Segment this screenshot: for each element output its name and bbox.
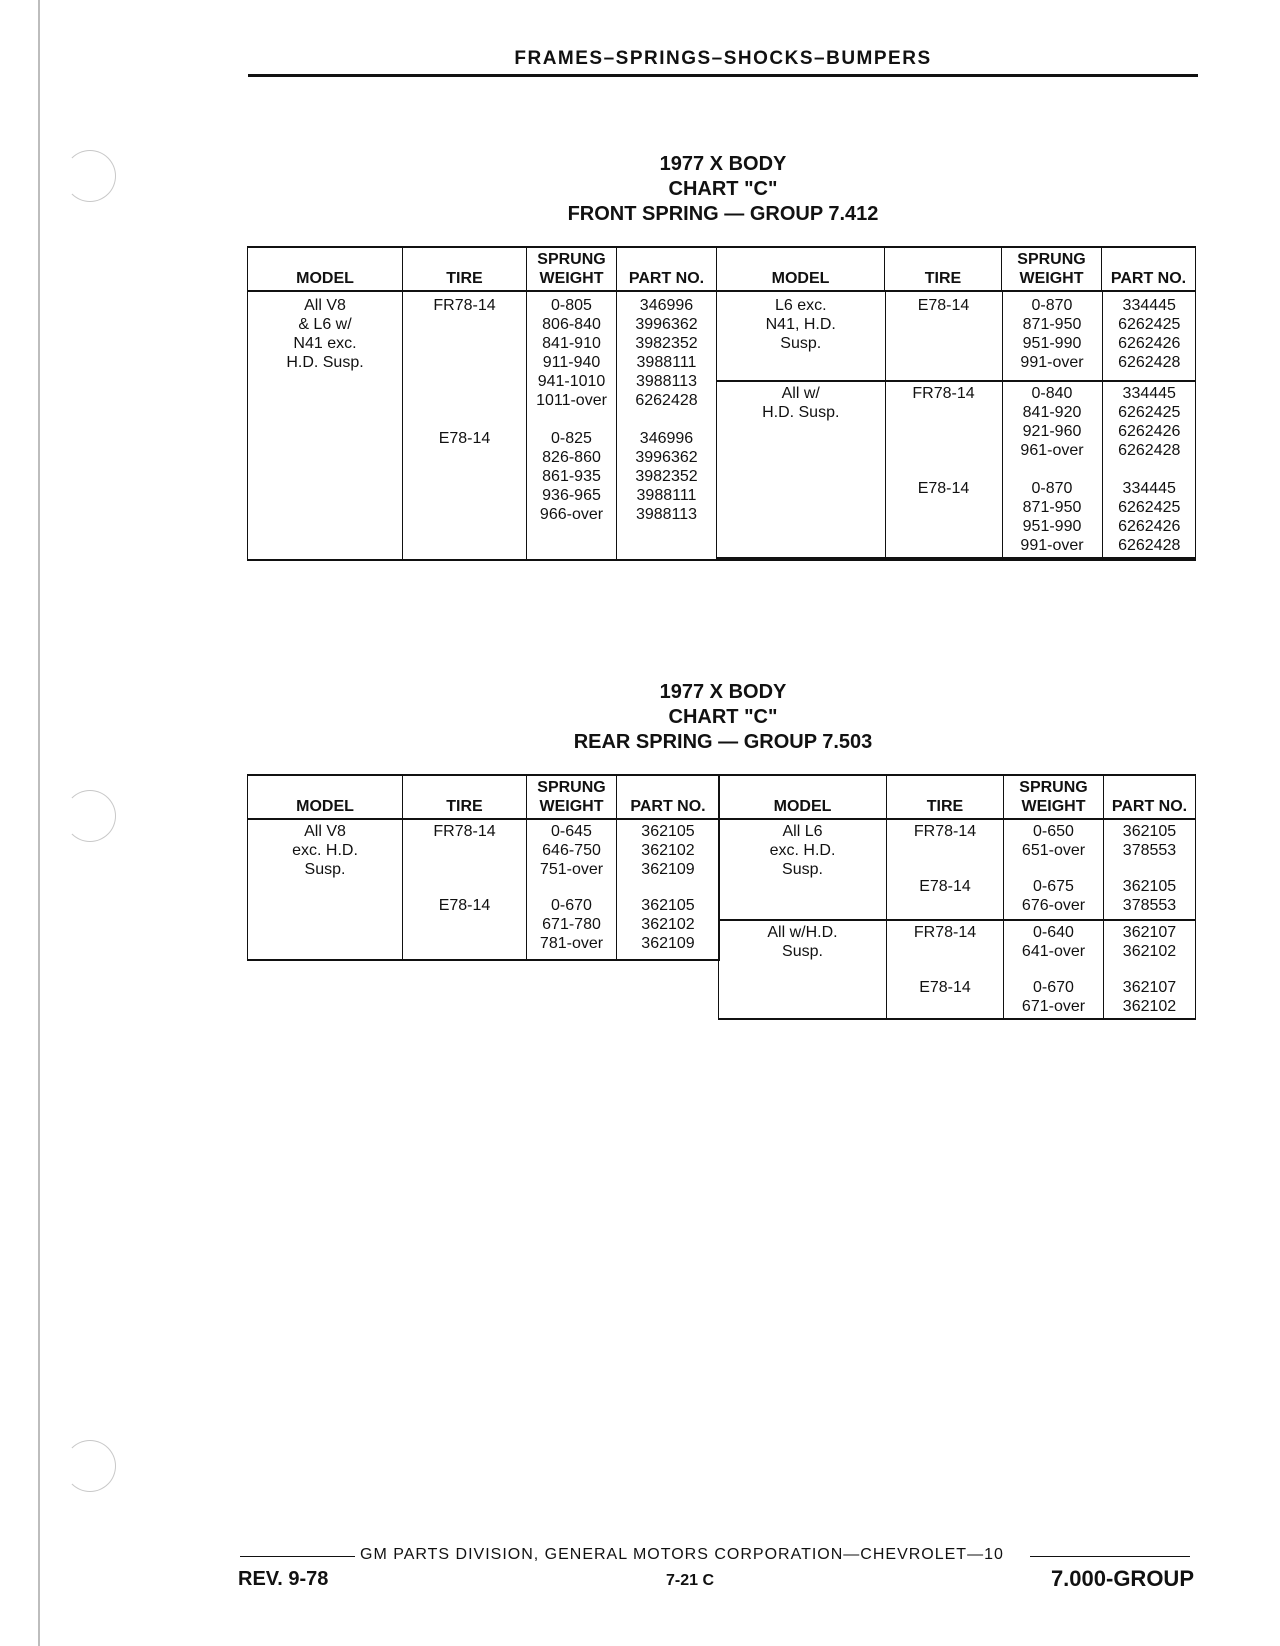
punch-hole-mark xyxy=(64,150,116,202)
punch-hole-mark xyxy=(64,790,116,842)
col-header-part-no: PART NO. xyxy=(1102,247,1196,291)
punch-hole-mark xyxy=(64,1440,116,1492)
table-header-row xyxy=(719,775,1196,819)
col-header-tire: TIRE xyxy=(887,775,1004,819)
col-header-model: MODEL xyxy=(717,247,885,291)
rear-spring-table-left xyxy=(247,774,720,961)
footer-page-number: 7-21 C xyxy=(665,1572,715,1589)
footer-publisher: GM PARTS DIVISION, GENERAL MOTORS CORPORATION—CHEVROLET—10 xyxy=(360,1546,1004,1563)
col-header-tire: TIRE xyxy=(885,247,1002,291)
rear-chart-title: 1977 X BODY CHART "C" REAR SPRING — GROUP 7.503 xyxy=(573,681,873,753)
table-row xyxy=(717,381,1196,558)
table-row xyxy=(717,292,1196,381)
footer-rule-right xyxy=(1030,1556,1190,1557)
weight-cell: 0-645 646-750 751-over 0-670 671-780 781-over xyxy=(527,819,617,960)
col-header-part-no: PART NO. xyxy=(1104,775,1196,819)
col-header-sprung-weight: SPRUNG WEIGHT xyxy=(527,775,617,819)
front-spring-table xyxy=(247,246,1196,561)
table-row xyxy=(719,819,1196,920)
weight-cell: 0-640 641-over 0-670 671-over xyxy=(1004,920,1104,1019)
part-no-cell: 334445 6262425 6262426 6262428 334445 6262425 6262426 6262428 xyxy=(1102,381,1196,558)
part-no-cell: 362105 362102 362109 362105 362102 362109 xyxy=(617,819,720,960)
binder-edge-line xyxy=(38,0,40,1646)
header-rule xyxy=(248,74,1198,77)
tire-cell: FR78-14 E78-14 xyxy=(885,381,1002,558)
col-header-sprung-weight: SPRUNG WEIGHT xyxy=(1002,247,1102,291)
model-cell: L6 exc. N41, H.D. Susp. xyxy=(717,292,885,381)
model-cell: All w/H.D. Susp. xyxy=(719,920,887,1019)
weight-cell: 0-840 841-920 921-960 961-over 0-870 871-950 951-990 991-over xyxy=(1002,381,1102,558)
model-cell: All V8 exc. H.D. Susp. xyxy=(248,819,403,960)
tire-cell: FR78-14 E78-14 xyxy=(887,920,1004,1019)
model-cell: All V8 & L6 w/ N41 exc. H.D. Susp. xyxy=(248,291,403,560)
col-header-sprung-weight: SPRUNG WEIGHT xyxy=(1004,775,1104,819)
tire-cell: FR78-14 E78-14 xyxy=(403,291,527,560)
front-chart-title: 1977 X BODY CHART "C" FRONT SPRING — GROUP 7.412 xyxy=(567,153,879,225)
part-no-cell: 362105 378553 362105 378553 xyxy=(1104,819,1196,920)
tire-cell: E78-14 xyxy=(885,292,1002,381)
page-header: FRAMES–SPRINGS–SHOCKS–BUMPERS xyxy=(514,48,932,69)
part-no-cell: 362107 362102 362107 362102 xyxy=(1104,920,1196,1019)
col-header-model: MODEL xyxy=(248,775,403,819)
col-header-model: MODEL xyxy=(719,775,887,819)
col-header-part-no: PART NO. xyxy=(617,247,717,291)
weight-cell: 0-870 871-950 951-990 991-over xyxy=(1002,292,1102,381)
table-header-row xyxy=(248,247,1196,291)
table-row xyxy=(248,291,1196,560)
col-header-tire: TIRE xyxy=(403,247,527,291)
weight-cell: 0-650 651-over 0-675 676-over xyxy=(1004,819,1104,920)
model-cell: All w/ H.D. Susp. xyxy=(717,381,885,558)
table-row xyxy=(248,819,720,960)
col-header-part-no: PART NO. xyxy=(617,775,720,819)
tire-cell: FR78-14 E78-14 xyxy=(403,819,527,960)
footer-revision: REV. 9-78 xyxy=(238,1568,329,1590)
col-header-tire: TIRE xyxy=(403,775,527,819)
front-right-half xyxy=(717,291,1196,560)
col-header-model: MODEL xyxy=(248,247,403,291)
part-no-cell: 346996 3996362 3982352 3988111 3988113 6262428 346996 3996362 3982352 3988111 3988113 xyxy=(617,291,717,560)
col-header-sprung-weight: SPRUNG WEIGHT xyxy=(527,247,617,291)
model-cell: All L6 exc. H.D. Susp. xyxy=(719,819,887,920)
rear-spring-table-right xyxy=(718,774,1196,1020)
part-no-cell: 334445 6262425 6262426 6262428 xyxy=(1102,292,1196,381)
footer-rule-left xyxy=(240,1556,355,1557)
table-row xyxy=(719,920,1196,1019)
footer-group: 7.000-GROUP xyxy=(1050,1566,1194,1591)
table-header-row xyxy=(248,775,720,819)
tire-cell: FR78-14 E78-14 xyxy=(887,819,1004,920)
weight-cell: 0-805 806-840 841-910 911-940 941-1010 1011-over 0-825 826-860 861-935 936-965 966-over xyxy=(527,291,617,560)
